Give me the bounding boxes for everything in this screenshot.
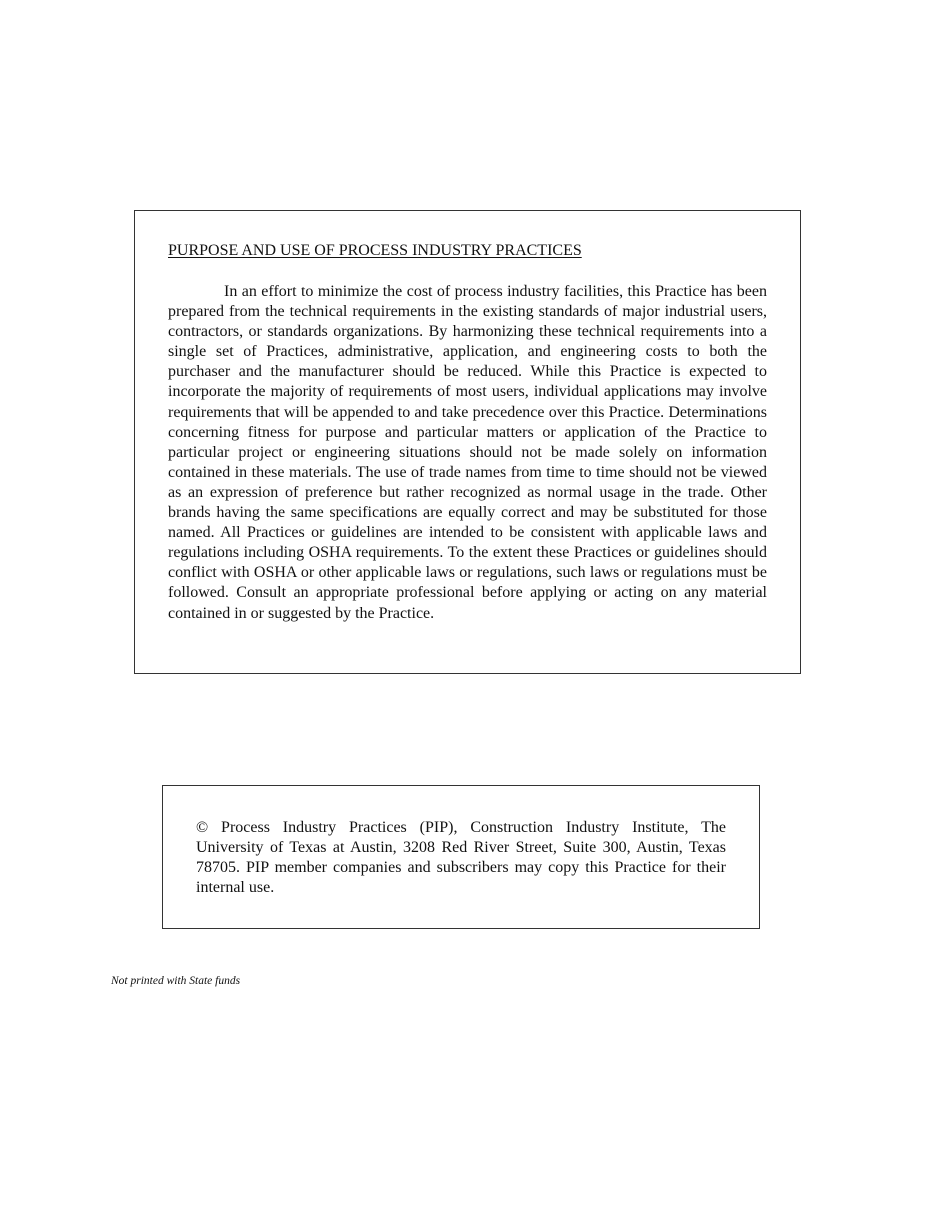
copyright-box	[162, 785, 760, 929]
footer-note: Not printed with State funds	[111, 975, 241, 987]
purpose-body: In an effort to minimize the cost of process industry facilities, this Practice has been prepared from the technical requirements in the existing standards of major industrial users, contractors, or standards organizations. By harmonizing these technical requirements into a single set of Practices, administrative, application, and engineering costs to both the purchaser and the manufacturer should be reduced. While this Practice is expected to incorporate the majority of requirements of most users, individual applications may involve requirements that will be appended to and take precedence over this Practice. Determinations concerning fitness for purpose and particular matters or application of the Practice to particular project or engineering situations should not be made solely on information contained in these materials. The use of trade names from time to time should not be viewed as an expression of preference but rather recognized as normal usage in the trade. Other brands having the same specifications are equally correct and may be substituted for those named. All Practices or guidelines are intended to be consistent with applicable laws and regulations including OSHA requirements. To the extent these Practices or guidelines should conflict with OSHA or other applicable laws or regulations, such laws or regulations must be followed. Consult an appropriate professional before applying or acting on any material contained in or suggested by the Practice.	[168, 283, 767, 622]
purpose-box	[134, 210, 801, 674]
purpose-title: PURPOSE AND USE OF PROCESS INDUSTRY PRACTICES	[168, 242, 582, 259]
copyright-notice: © Process Industry Practices (PIP), Construction Industry Institute, The University of Texas at Austin, 3208 Red River Street, Suite 300, Austin, Texas 78705. PIP member companies and subscribers may copy this Practice for their internal use.	[196, 819, 726, 896]
